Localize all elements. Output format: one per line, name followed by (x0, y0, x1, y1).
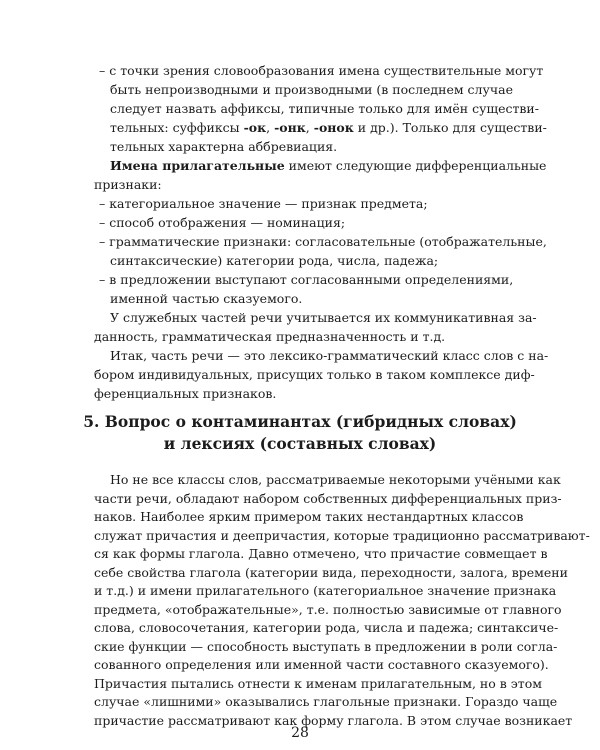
text-line: ференциальных признаков. (94, 386, 277, 401)
list-item: – способ отображения — номинация; (99, 215, 346, 230)
text-line: ся как формы глагола. Давно отмечено, что причастие совмещает в (94, 546, 548, 561)
list-item: – категориальное значение — признак предмета; (99, 196, 428, 211)
adjectives-paragraph (110, 157, 547, 175)
text-line: служат причастия и деепричастия, которые традиционно рассматривают- (94, 527, 590, 543)
text-line: Итак, часть речи — это лексико-грамматический класс слов с на- (110, 348, 549, 363)
section-heading-line-2: и лексиях (составных словах) (163, 434, 437, 453)
text-line: наков. Наиболее ярким примером таких нестандартных классов (94, 509, 524, 524)
text-line: себе свойства глагола (категории вида, переходности, залога, времени (94, 564, 568, 580)
text-line: У служебных частей речи учитывается их коммуникативная за- (110, 310, 537, 325)
text-line: быть непроизводными и производными (в последнем случае (110, 82, 513, 97)
adjectives-term: Имена прилагательные (110, 158, 285, 173)
text-line: признаки: (94, 177, 162, 192)
text-line: Причастия пытались отнести к именам прилагательным, но в этом (94, 675, 542, 691)
text-line: случае «лишними» оказывались глагольные признаки. Гораздо чаще (94, 694, 558, 709)
text-line: слова, словосочетания, категории рода, числа и падежа; синтаксиче- (94, 620, 559, 635)
text-line-suffixes: тельных: суффиксы -ок, -онк, -онок и др.). Только для существи- (110, 120, 547, 135)
text-line: бором индивидуальных, присущих только в таком комплексе диф- (94, 367, 535, 382)
list-item: – в предложении выступают согласованными определениями, (99, 272, 514, 287)
text-line: причастие рассматривают как форму глагола. В этом случае возникает (94, 712, 573, 728)
text-line: тельных характерна аббревиация. (110, 139, 338, 154)
adjectives-intro: имеют следующие дифференциальные (284, 158, 547, 173)
list-item-continuation: именной частью сказуемого. (110, 291, 303, 306)
text-line: сованного определения или именной части составного сказуемого). (94, 657, 549, 672)
text-line: – с точки зрения словообразования имена существительные могут (99, 63, 544, 78)
text-line: данность, грамматическая предназначенность и т.д. (94, 329, 446, 344)
page-number: 28 (291, 725, 309, 741)
text-line: предмета, «отображательные», т.е. полностью зависимые от главного (94, 601, 562, 617)
text-line: части речи, обладают набором собственных дифференциальных приз- (94, 490, 562, 506)
text-line: ские функции — способность выступать в предложении в роли согла- (94, 638, 558, 654)
text-line: следует назвать аффиксы, типичные только для имён существи- (110, 101, 539, 116)
list-item-continuation: синтаксические) категории рода, числа, падежа; (110, 253, 439, 268)
text-line: Но не все классы слов, рассматриваемые некоторыми учёными как (110, 472, 561, 487)
text-line: и т.д.) и имени прилагательного (категориальное значение признака (94, 583, 557, 598)
section-heading-line-1: 5. Вопрос о контаминантах (гибридных словах) (83, 412, 517, 431)
list-item: – грамматические признаки: согласовательные (отображательные, (99, 234, 547, 249)
